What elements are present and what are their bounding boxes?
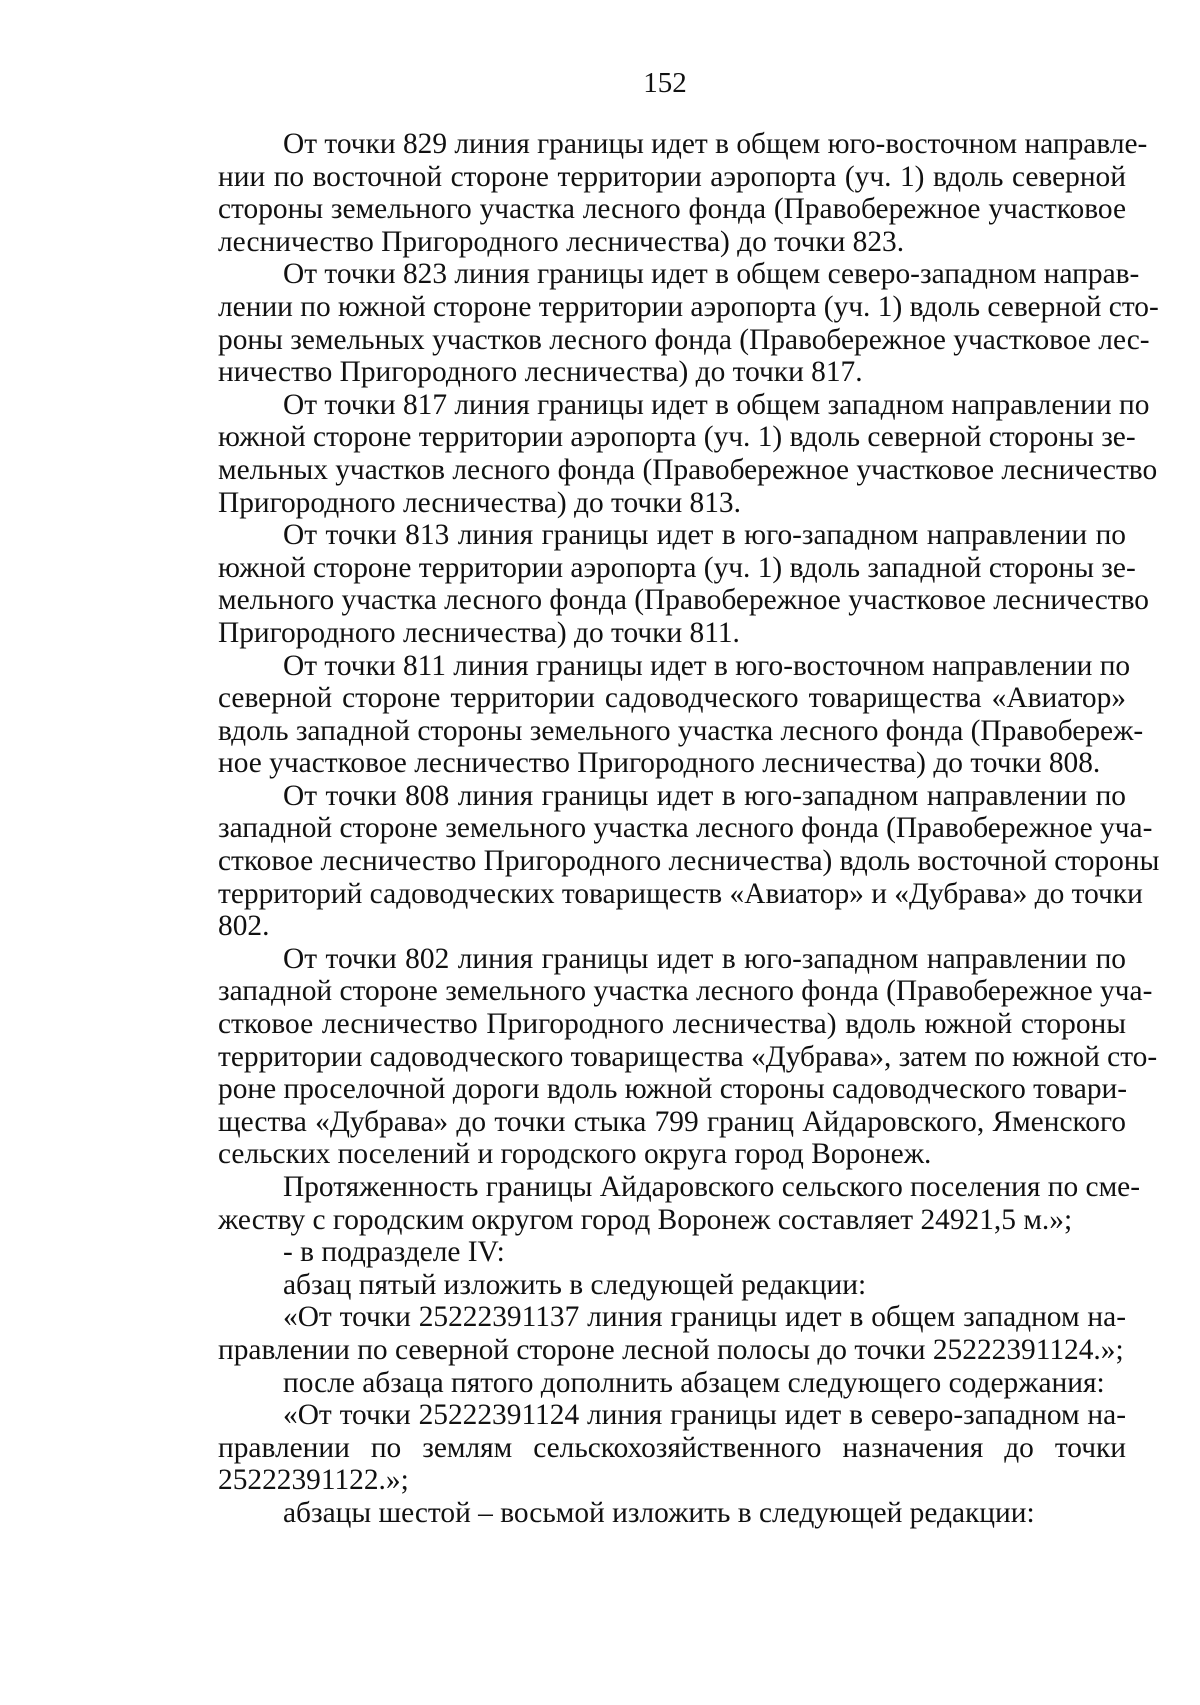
text-line: От точки 829 линия границы идет в общем юго-восточном направле-: [283, 128, 1148, 160]
text-line: щества «Дубрава» до точки стыка 799 границ Айдаровского, Яменского: [218, 1105, 1126, 1138]
text-line: - в подразделе IV:: [283, 1236, 505, 1269]
text-line: территорий садоводческих товариществ «Авиатор» и «Дубрава» до точки: [218, 877, 1143, 910]
text-line: сельских поселений и городского округа город Воронеж.: [218, 1138, 932, 1171]
text-line: Пригородного лесничества) до точки 813.: [218, 486, 741, 519]
text-line: после абзаца пятого дополнить абзацем следующего содержания:: [283, 1366, 1105, 1399]
paragraph: [218, 1269, 1126, 1302]
document-body: [218, 128, 1160, 1530]
paragraph: [218, 128, 1148, 258]
text-line: стковое лесничество Пригородного лесничества) вдоль южной стороны: [218, 1008, 1126, 1041]
text-line: мельного участка лесного фонда (Правобережное участковое лесничество: [218, 584, 1149, 617]
paragraph: [218, 1367, 1126, 1400]
text-line: правлении по землям сельскохозяйственного назначения до точки: [218, 1431, 1126, 1464]
text-line: стковое лесничество Пригородного лесничества) вдоль восточной стороны: [218, 845, 1160, 878]
text-line: северной стороне территории садоводческого товарищества «Авиатор»: [218, 682, 1126, 715]
paragraph: [218, 779, 1160, 943]
text-line: вдоль западной стороны земельного участка лесного фонда (Правобереж-: [218, 714, 1144, 747]
paragraph: [218, 942, 1158, 1171]
text-line: «От точки 25222391124 линия границы идет в северо-западном на-: [283, 1399, 1126, 1432]
text-line: От точки 823 линия границы идет в общем северо-западном направ-: [283, 258, 1140, 291]
text-line: стороны земельного участка лесного фонда (Правобережное участковое: [218, 193, 1126, 226]
text-line: 802.: [218, 910, 270, 943]
text-line: Пригородного лесничества) до точки 811.: [218, 616, 740, 649]
text-line: «От точки 25222391137 линия границы идет в общем западном на-: [283, 1301, 1126, 1334]
text-line: западной стороне земельного участка лесного фонда (Правобережное уча-: [218, 812, 1153, 845]
text-line: От точки 811 линия границы идет в юго-восточном направлении по: [283, 649, 1131, 682]
paragraph: [218, 649, 1144, 780]
text-line: правлении по северной стороне лесной полосы до точки 25222391124.»;: [218, 1333, 1124, 1366]
text-line: лении по южной стороне территории аэропорта (уч. 1) вдоль северной сто-: [218, 290, 1159, 323]
text-line: абзацы шестой – восьмой изложить в следующей редакции:: [283, 1496, 1035, 1529]
text-line: 25222391122.»;: [218, 1464, 409, 1497]
paragraph: [218, 258, 1159, 389]
page-number: 152: [643, 67, 687, 99]
text-line: роны земельных участков лесного фонда (Правобережное участковое лес-: [218, 323, 1150, 356]
text-line: роне проселочной дороги вдоль южной стороны садоводческого товари-: [218, 1073, 1128, 1106]
text-line: абзац пятый изложить в следующей редакции:: [283, 1268, 867, 1301]
text-line: мельных участков лесного фонда (Правобережное участковое лесничество: [218, 453, 1158, 486]
paragraph: [218, 1497, 1126, 1530]
paragraph: [218, 1301, 1126, 1366]
text-line: южной стороне территории аэропорта (уч. 1) вдоль западной стороны зе-: [218, 551, 1136, 584]
paragraph: [218, 1171, 1141, 1236]
text-line: лесничество Пригородного лесничества) до точки 823.: [218, 225, 905, 258]
text-line: западной стороне земельного участка лесного фонда (Правобережное уча-: [218, 975, 1153, 1008]
text-line: ное участковое лесничество Пригородного лесничества) до точки 808.: [218, 747, 1101, 780]
paragraph: [218, 1399, 1126, 1497]
text-line: территории садоводческого товарищества «Дубрава», затем по южной сто-: [218, 1040, 1158, 1073]
text-line: От точки 802 линия границы идет в юго-западном направлении по: [283, 942, 1126, 975]
text-line: нии по восточной стороне территории аэропорта (уч. 1) вдоль северной: [218, 160, 1126, 193]
text-line: От точки 808 линия границы идет в юго-западном направлении по: [283, 779, 1126, 812]
text-line: От точки 813 линия границы идет в юго-западном направлении по: [283, 519, 1126, 552]
text-line: жеству с городским округом город Воронеж составляет 24921,5 м.»;: [218, 1203, 1073, 1236]
paragraph: [218, 1236, 1126, 1269]
text-line: южной стороне территории аэропорта (уч. 1) вдоль северной стороны зе-: [218, 421, 1136, 454]
paragraph: [218, 519, 1149, 649]
text-line: От точки 817 линия границы идет в общем западном направлении по: [283, 388, 1150, 421]
text-line: Протяженность границы Айдаровского сельского поселения по сме-: [283, 1171, 1141, 1203]
paragraph: [218, 388, 1158, 519]
text-line: ничество Пригородного лесничества) до точки 817.: [218, 356, 863, 389]
